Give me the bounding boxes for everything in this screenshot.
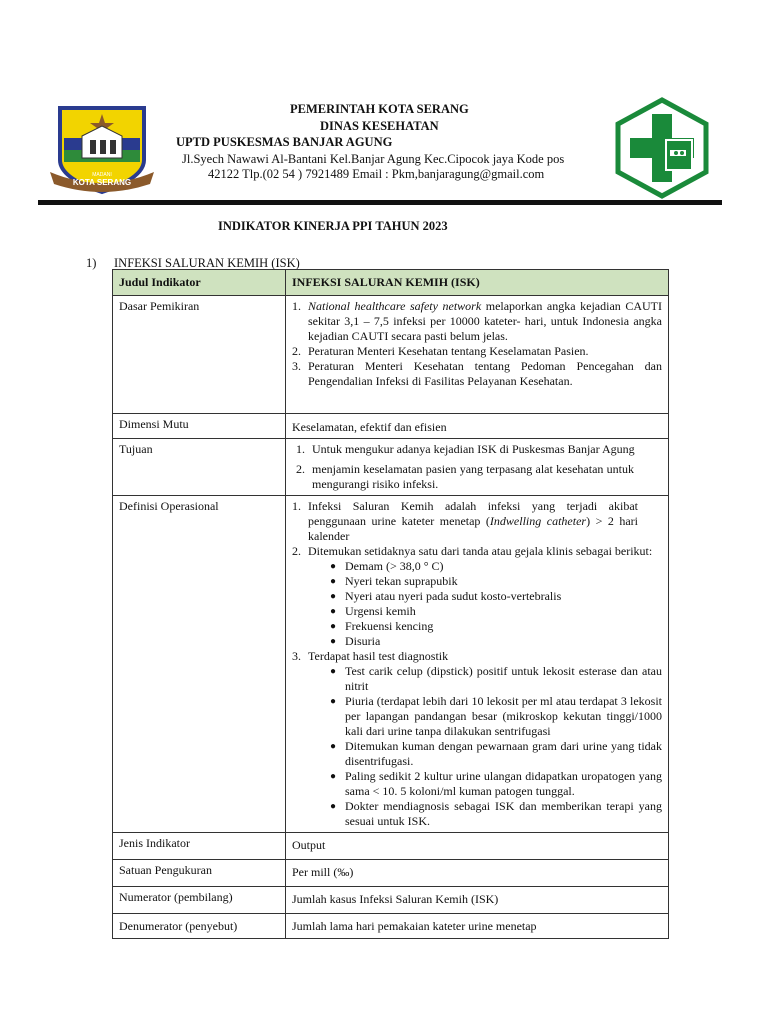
list-item [330, 739, 662, 769]
list-text: Urgensi kemih [345, 604, 416, 618]
list-text: Piuria (terdapat lebih dari 10 lekosit per ml atau terdapat 3 lekosit per lapangan pandangan besar (mikroskop kekutan tinggi/1000 kali dari urine tanpa dilakukan sentrifugasi [345, 694, 662, 738]
list-item [330, 634, 662, 649]
bullet-icon: ● [330, 696, 337, 707]
section-title: INFEKSI SALURAN KEMIH (ISK) [114, 256, 300, 270]
list-text: melaporkan angka kejadian CAUTI sekitar 3,1 – 7,5 infeksi per 10000 kateter- hari, untuk Indonesia angka kejadian CAUTI secara pasti belum jelas. [308, 299, 662, 343]
list-item [330, 559, 662, 574]
list-text: Test carik celup (dipstick) positif untuk lekosit esterase dan atau nitrit [345, 664, 662, 693]
row-label: Denumerator (penyebut) [113, 914, 286, 939]
list-text: ) > 2 hari kalender [308, 514, 638, 543]
table-row [113, 887, 669, 914]
bullet-icon: ● [330, 636, 337, 647]
kota-serang-logo [46, 102, 158, 198]
row-label: Dasar Pemikiran [113, 296, 286, 414]
list-number: 3. [292, 649, 301, 663]
list-number: 1. [296, 442, 305, 456]
list-item [330, 694, 662, 739]
list-item [292, 344, 662, 359]
list-item [330, 769, 662, 799]
list-text: Peraturan Menteri Kesehatan tentang Pedoman Pencegahan dan Pengendalian Infeksi di Fasilitas Pelayanan Kesehatan. [308, 359, 662, 388]
diagnostic-list [292, 664, 662, 829]
row-label: Satuan Pengukuran [113, 860, 286, 887]
list-item [292, 442, 662, 457]
list-item [330, 589, 662, 604]
row-label: Dimensi Mutu [113, 414, 286, 439]
list-number: 3. [292, 359, 301, 373]
bullet-icon: ● [330, 771, 337, 782]
list-text: Disuria [345, 634, 381, 648]
header-divider [38, 200, 722, 205]
bullet-icon: ● [330, 621, 337, 632]
row-label: Jenis Indikator [113, 833, 286, 860]
list-item [292, 649, 662, 664]
list-number: 1. [292, 299, 301, 313]
row-value: Jumlah lama hari pemakaian kateter urine menetap [286, 914, 669, 939]
list-text: Ditemukan setidaknya satu dari tanda atau gejala klinis sebagai berikut: [308, 544, 653, 558]
italic-text: National healthcare safety network [308, 299, 482, 313]
list-number: 2. [292, 544, 301, 558]
list-text: Infeksi Saluran Kemih adalah infeksi yang terjadi akibat penggunaan urine kateter menetap ( [308, 499, 638, 528]
table-row [113, 296, 669, 414]
bullet-icon: ● [330, 741, 337, 752]
row-value: Per mill (‰) [286, 860, 669, 887]
header-contact: 42122 Tlp.(02 54 ) 7921489 Email : Pkm,banjaragung@gmail.com [208, 167, 545, 181]
list-text: Terdapat hasil test diagnostik [308, 649, 449, 663]
header-line-1: PEMERINTAH KOTA SERANG [290, 102, 469, 116]
table-row [113, 439, 669, 496]
definisi-cell [286, 496, 669, 833]
list-text: Ditemukan kuman dengan pewarnaan gram dari urine yang tidak disentrifugasi. [345, 739, 662, 768]
list-item [330, 799, 662, 829]
list-item [292, 499, 662, 544]
list-number: 2. [296, 462, 305, 476]
row-value: INFEKSI SALURAN KEMIH (ISK) [286, 270, 669, 296]
bullet-icon: ● [330, 576, 337, 587]
table-row [113, 914, 669, 939]
logo-left-text: KOTA SERANG [72, 178, 132, 187]
list-number: 1. [292, 499, 301, 513]
list-text: Nyeri tekan suprapubik [345, 574, 458, 588]
list-text: menjamin keselamatan pasien yang terpasang alat kesehatan untuk mengurangi risiko infeksi. [312, 462, 634, 491]
indicator-table [112, 269, 669, 939]
bullet-icon: ● [330, 801, 337, 812]
row-label: Judul Indikator [113, 270, 286, 296]
list-text: Demam (> 38,0 ° C) [345, 559, 444, 573]
header-line-2: DINAS KESEHATAN [320, 119, 439, 133]
row-value: Keselamatan, efektif dan efisien [286, 414, 669, 439]
bullet-icon: ● [330, 591, 337, 602]
row-label: Definisi Operasional [113, 496, 286, 833]
dasar-pemikiran-cell [286, 296, 669, 414]
bullet-icon: ● [330, 561, 337, 572]
list-text: Peraturan Menteri Kesehatan tentang Keselamatan Pasien. [308, 344, 589, 358]
bullet-icon: ● [330, 606, 337, 617]
row-label: Tujuan [113, 439, 286, 496]
row-label: Numerator (pembilang) [113, 887, 286, 914]
symptom-list [292, 559, 662, 649]
list-number: 2. [292, 344, 301, 358]
logo-left-sub: MADANI [92, 172, 112, 178]
header-address: Jl.Syech Nawawi Al-Bantani Kel.Banjar Agung Kec.Cipocok jaya Kode pos [182, 152, 565, 166]
list-text: Frekuensi kencing [345, 619, 434, 633]
section-number: 1) [86, 256, 97, 270]
list-text: Nyeri atau nyeri pada sudut kosto-vertebralis [345, 589, 562, 603]
list-item [330, 604, 662, 619]
row-value: Output [286, 833, 669, 860]
bullet-icon: ● [330, 666, 337, 677]
list-item [292, 359, 662, 389]
list-text: Dokter mendiagnosis sebagai ISK dan memberikan terapi yang sesuai untuk ISK. [345, 799, 662, 828]
list-text: Untuk mengukur adanya kejadian ISK di Puskesmas Banjar Agung [312, 442, 635, 456]
list-text: Paling sedikit 2 kultur urine ulangan didapatkan uropatogen yang sama < 10. 5 koloni/ml kuman patogen tunggal. [345, 769, 662, 798]
italic-text: Indwelling catheter [489, 514, 587, 528]
list-item [292, 462, 662, 492]
table-row [113, 833, 669, 860]
table-row [113, 270, 669, 296]
table-row [113, 414, 669, 439]
tujuan-cell [286, 439, 669, 496]
document-title: INDIKATOR KINERJA PPI TAHUN 2023 [218, 219, 448, 233]
list-item [330, 619, 662, 634]
row-value: Jumlah kasus Infeksi Saluran Kemih (ISK) [286, 887, 669, 914]
table-row [113, 496, 669, 833]
table-row [113, 860, 669, 887]
list-item [330, 664, 662, 694]
puskesmas-logo [610, 96, 714, 200]
list-item [330, 574, 662, 589]
list-item [292, 299, 662, 344]
list-item [292, 544, 662, 559]
header-line-3: UPTD PUSKESMAS BANJAR AGUNG [176, 135, 393, 149]
